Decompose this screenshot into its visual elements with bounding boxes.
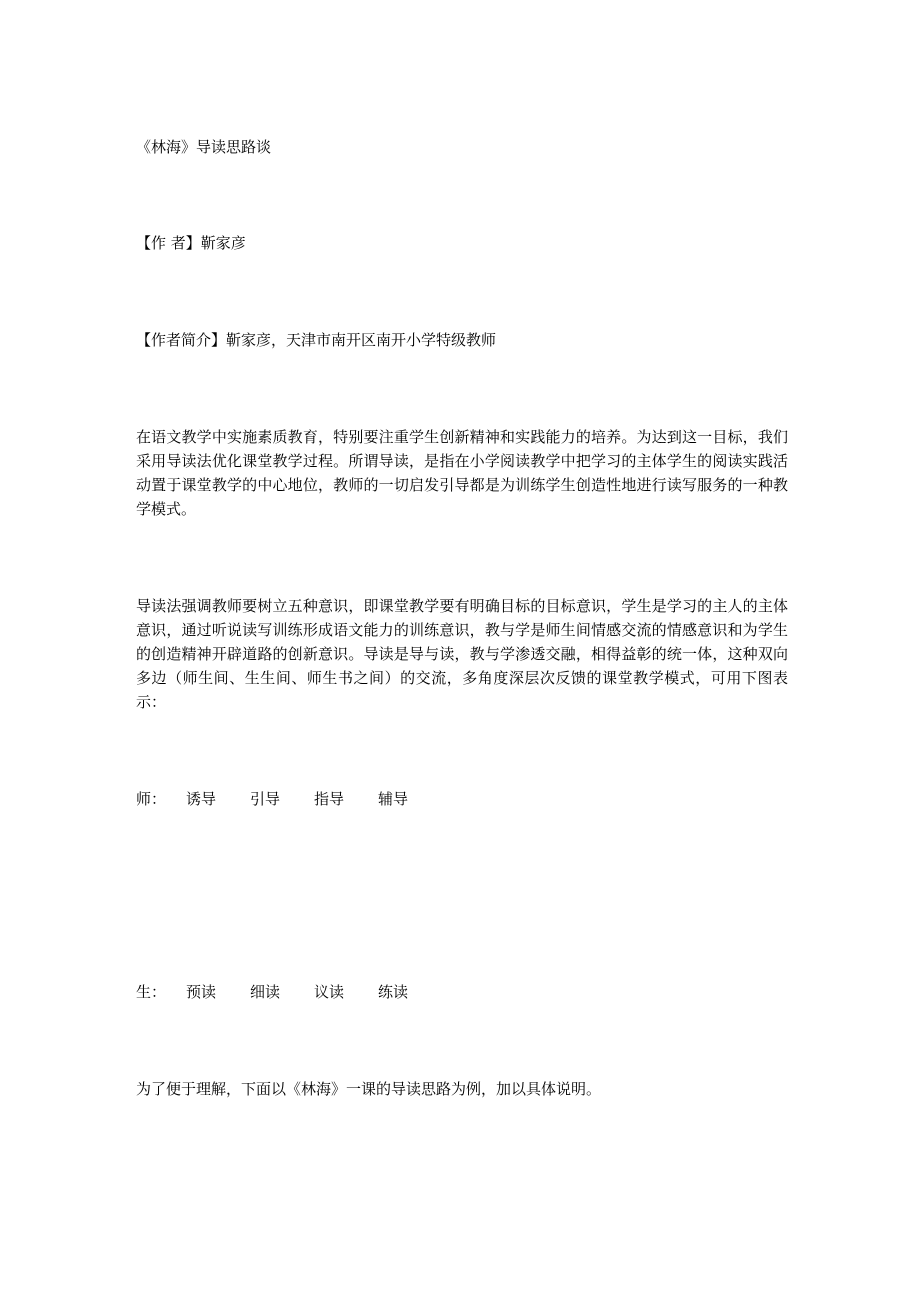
body-paragraph-3: 为了便于理解，下面以《林海》一课的导读思路为例，加以具体说明。: [136, 1080, 602, 1098]
teacher-row: [136, 787, 442, 811]
student-item-4: 练读: [378, 983, 409, 1001]
body-paragraph-2: 导读法强调教师要树立五种意识，即课堂教学要有明确目标的目标意识，学生是学习的主人的主体意识，通过听说读写训练形成语文能力的训练意识，教与学是师生间情感交流的情感意识和为学生的创造精神开辟道路的创新意识。导读是导与读，教与学渗透交融，相得益彰的统一体，这种双向多边（师生间、生生间、师生书之间）的交流，多角度深层次反馈的课堂教学模式，可用下图表示：: [136, 597, 788, 711]
student-row: [136, 980, 442, 1004]
student-item-2: 细读: [250, 983, 281, 1001]
teacher-item-3: 指导: [314, 790, 345, 808]
body-paragraph-1: 在语文教学中实施素质教育，特别要注重学生创新精神和实践能力的培养。为达到这一目标，我们采用导读法优化课堂教学过程。所谓导读，是指在小学阅读教学中把学习的主体学生的阅读实践活动置于课堂教学的中心地位，教师的一切启发引导都是为训练学生创造性地进行读写服务的一种教学模式。: [136, 428, 788, 518]
author-line: 【作 者】靳家彦: [136, 234, 246, 252]
student-item-3: 议读: [314, 983, 345, 1001]
author-bio-line: 【作者简介】靳家彦，天津市南开区南开小学特级教师: [136, 331, 497, 349]
student-item-1: 预读: [186, 983, 217, 1001]
teacher-item-1: 诱导: [186, 790, 217, 808]
document-title: 《林海》导读思路谈: [136, 138, 272, 156]
teacher-item-4: 辅导: [378, 790, 409, 808]
teacher-label: 师：: [136, 790, 167, 808]
teacher-item-2: 引导: [250, 790, 281, 808]
student-label: 生：: [136, 983, 167, 1001]
